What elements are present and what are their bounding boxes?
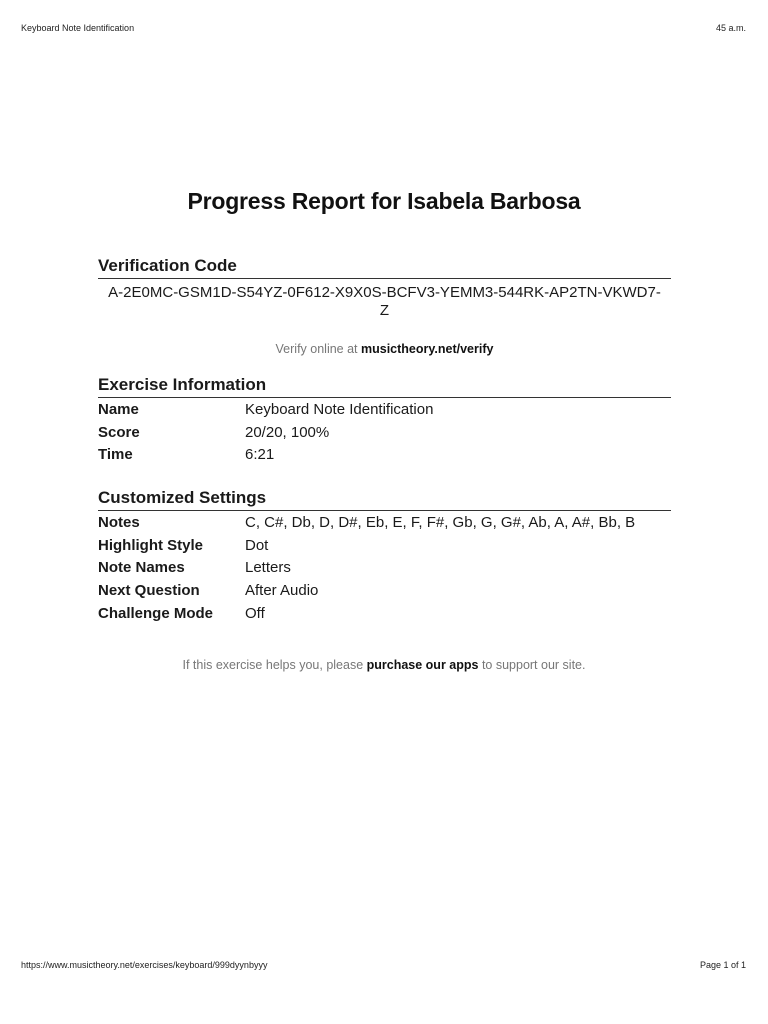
page-title: Progress Report for Isabela Barbosa xyxy=(187,188,581,214)
verification-heading: Verification Code xyxy=(98,256,671,279)
info-label: Score xyxy=(98,423,140,441)
settings-value: After Audio xyxy=(245,582,319,600)
info-label: Name xyxy=(98,401,139,418)
verify-online-line xyxy=(98,342,671,356)
settings-label: Next Question xyxy=(98,582,200,600)
print-footer-page: Page 1 of 1 xyxy=(699,960,746,970)
support-line xyxy=(0,658,768,672)
settings-row-highlight-style xyxy=(98,535,671,558)
info-row-name xyxy=(98,399,671,422)
info-value: 20/20, 100% xyxy=(245,423,330,441)
settings-row-notes xyxy=(98,512,671,535)
settings-label: Notes xyxy=(98,514,140,531)
settings-row-note-names xyxy=(98,557,671,580)
print-header-time: 45 a.m. xyxy=(715,23,746,33)
info-value: 6:21 xyxy=(245,446,275,464)
support-suffix: to support our site. xyxy=(478,658,586,672)
settings-value: C, C#, Db, D, D#, Eb, E, F, F#, Gb, G, G#, Ab, A, A#, Bb, B xyxy=(245,514,636,531)
support-prefix: If this exercise helps you, please xyxy=(182,658,367,672)
settings-row-challenge-mode xyxy=(98,603,671,626)
print-header xyxy=(21,23,746,33)
verify-link[interactable]: musictheory.net/verify xyxy=(361,342,494,356)
settings-label: Note Names xyxy=(98,559,185,577)
info-value: Keyboard Note Identification xyxy=(245,401,434,418)
print-footer xyxy=(21,960,746,970)
settings-value: Off xyxy=(245,604,265,622)
verification-code: A-2E0MC-GSM1D-S54YZ-0F612-X9X0S-BCFV3-YEMM3-544RK-AP2TN-VKWD7-Z xyxy=(108,284,661,319)
info-label: Time xyxy=(98,446,133,464)
purchase-apps-link[interactable]: purchase our apps xyxy=(366,658,479,672)
settings-row-next-question xyxy=(98,580,671,603)
settings-section xyxy=(98,488,671,626)
settings-heading: Customized Settings xyxy=(98,488,671,511)
info-row-time xyxy=(98,444,671,467)
verification-section xyxy=(98,256,671,356)
settings-label: Highlight Style xyxy=(98,536,203,554)
settings-value: Letters xyxy=(245,559,291,577)
settings-label: Challenge Mode xyxy=(98,604,214,622)
verify-prefix: Verify online at xyxy=(275,342,361,356)
exercise-info-section xyxy=(98,375,671,467)
info-row-score xyxy=(98,422,671,445)
print-footer-url: https://www.musictheory.net/exercises/keyboard/999dyynbyyy xyxy=(21,960,268,970)
settings-value: Dot xyxy=(245,536,269,554)
print-header-title: Keyboard Note Identification xyxy=(21,23,135,33)
exercise-info-heading: Exercise Information xyxy=(98,375,671,398)
